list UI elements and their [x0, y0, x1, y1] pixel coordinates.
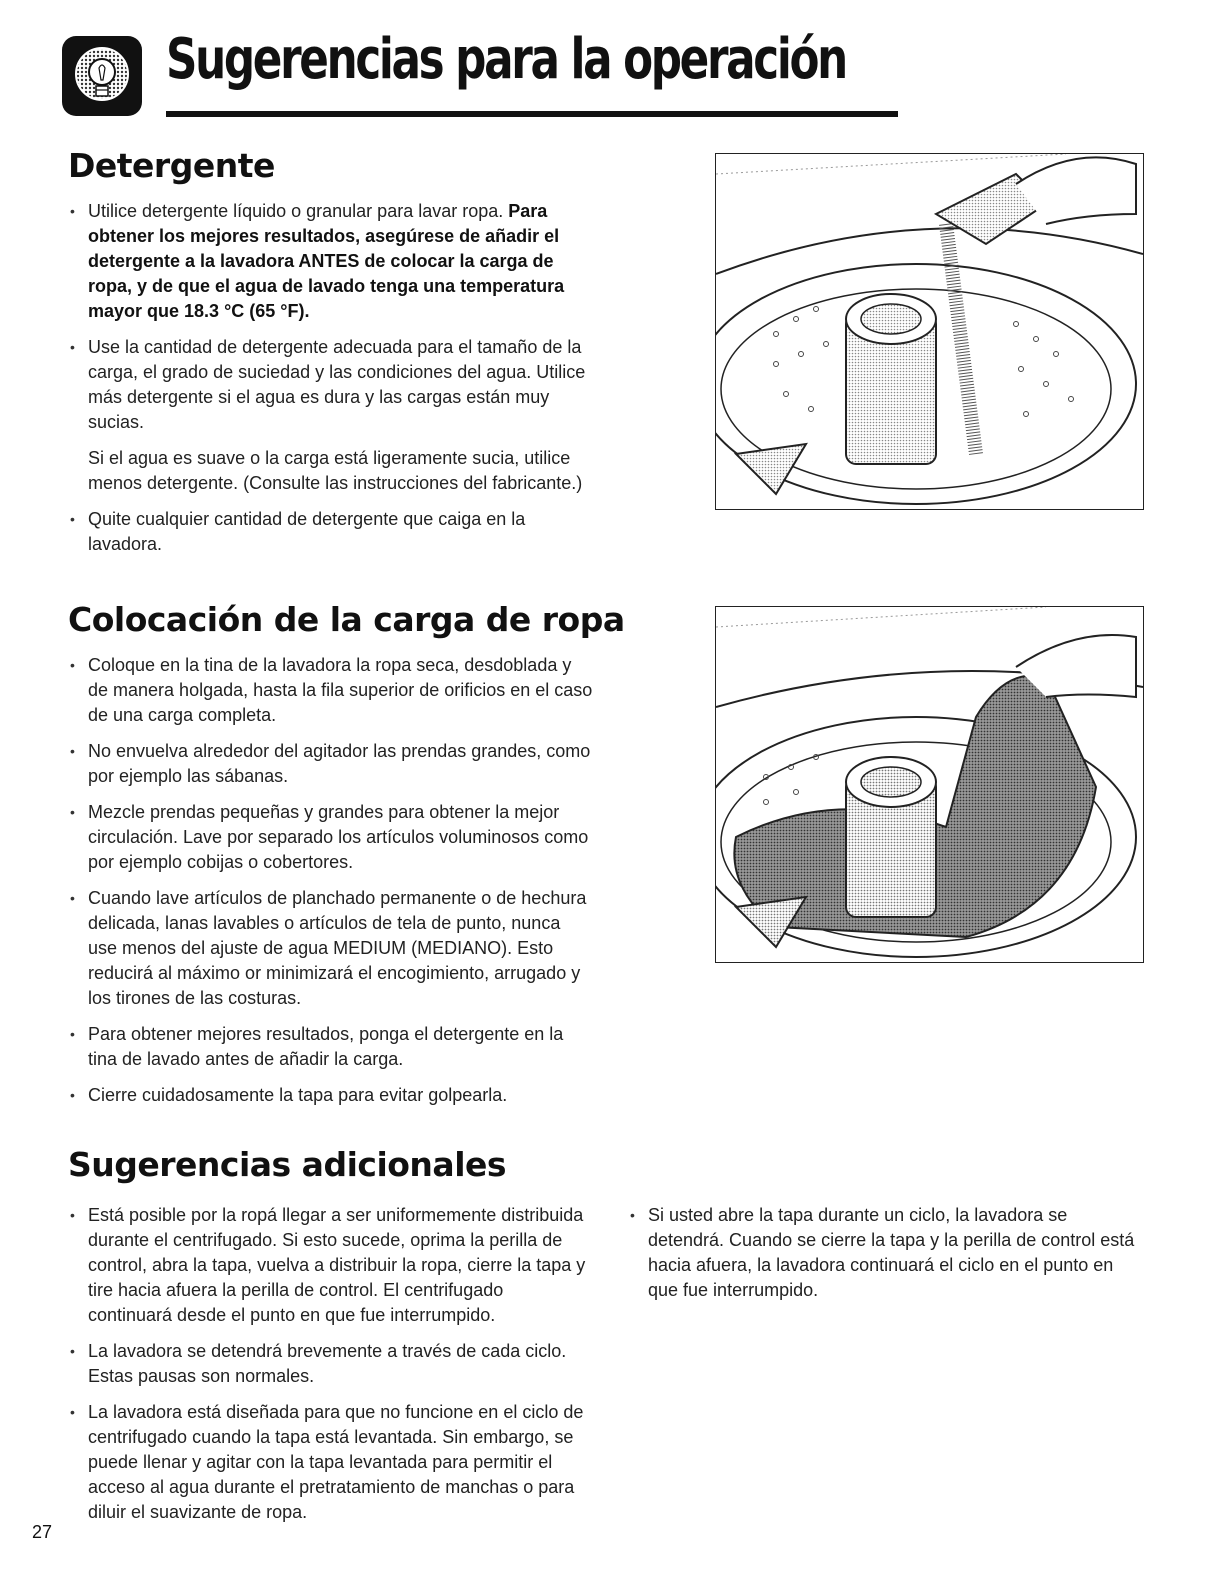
- adicionales-left-list: [68, 1203, 588, 1536]
- washer-tub-laundry-drawing: [716, 607, 1143, 962]
- section-heading: Colocación de la carga de ropa: [68, 600, 625, 639]
- section-colocacion: [68, 600, 625, 1119]
- list-item: • Cierre cuidadosamente la tapa para evitar golpearla.: [68, 1083, 593, 1108]
- washer-load-illustration: [715, 606, 1144, 963]
- list-item: • Coloque en la tina de la lavadora la ropa seca, desdoblada y de manera holgada, hasta la fila superior de orificios en el caso de una carga completa.: [68, 653, 593, 728]
- washer-tub-detergent-drawing: [716, 154, 1143, 509]
- list-item: • Cuando lave artículos de planchado permanente o de hechura delicada, lanas lavables o artículos de tela de punto, nunca use menos del ajuste de agua MEDIUM (MEDIANO). Esto reducirá al máximo or minimizará el encogimiento, arrugado y los tirones de las costuras.: [68, 886, 593, 1011]
- bullet-text: Quite cualquier cantidad de detergente que caiga en la lavadora.: [88, 509, 526, 554]
- list-item: • Si usted abre la tapa durante un ciclo, la lavadora se detendrá. Cuando se cierre la tapa y la perilla de control está hacia afuera, la lavadora continuará el ciclo en el punto en que fue interrumpido.: [628, 1203, 1138, 1303]
- page-title: Sugerencias para la operación: [166, 27, 846, 92]
- list-item: [68, 507, 588, 557]
- list-item: • La lavadora está diseñada para que no funcione en el ciclo de centrifugado cuando la tapa está levantada. Sin embargo, se puede llenar y agitar con la tapa levantada para permitir el acceso al agua durante el pretratamiento de manchas o para diluir el suavizante de ropa.: [68, 1400, 588, 1525]
- section-adicionales: [68, 1145, 1148, 1198]
- section-detergente: [68, 146, 588, 568]
- section-heading: Sugerencias adicionales: [68, 1145, 507, 1184]
- bullet-bold-text: Para obtener los mejores resultados, asegúrese de añadir el detergente a la lavadora ANTES de colocar la carga de ropa, y de que el agua de lavado tenga una temperatura mayor que 18.3 °C (65 °F).: [88, 201, 565, 321]
- bullet-text: Utilice detergente líquido o granular para lavar ropa.: [88, 201, 509, 221]
- list-item: • Para obtener mejores resultados, ponga el detergente en la tina de lavado antes de añadir la carga.: [68, 1022, 593, 1072]
- list-item: [68, 335, 588, 496]
- list-item: • Está posible por la ropá llegar a ser uniformemente distribuida durante el centrifugado. Si esto sucede, oprima la perilla de control, abra la tapa, vuelva a distribuir la ropa, cierre la tapa y tire hacia afuera la perilla de control. El centrifugado continuará desde el punto en que fue interrumpido.: [68, 1203, 588, 1328]
- list-item: • Mezcle prendas pequeñas y grandes para obtener la mejor circulación. Lave por separado los artículos voluminosos como por ejemplo cobijas o cobertores.: [68, 800, 593, 875]
- title-rule: [166, 111, 898, 117]
- list-item: • No envuelva alrededor del agitador las prendas grandes, como por ejemplo las sábanas.: [68, 739, 593, 789]
- adicionales-right-list: [628, 1203, 1138, 1314]
- section-heading: Detergente: [68, 146, 275, 185]
- page-header: [60, 22, 846, 122]
- colocacion-list: [68, 653, 593, 1108]
- lightbulb-icon: [60, 34, 144, 118]
- page-number: 27: [32, 1522, 53, 1542]
- washer-detergent-illustration: [715, 153, 1144, 510]
- list-item: • La lavadora se detendrá brevemente a través de cada ciclo. Estas pausas son normales.: [68, 1339, 588, 1389]
- list-item: [68, 199, 588, 324]
- bullet-text: Use la cantidad de detergente adecuada para el tamaño de la carga, el grado de suciedad y las condiciones del agua. Utilice más detergente si el agua es dura y las cargas están muy sucias.: [88, 337, 586, 432]
- bullet-continuation: Si el agua es suave o la carga está ligeramente sucia, utilice menos detergente. (Consulte las instrucciones del fabricante.): [88, 448, 583, 493]
